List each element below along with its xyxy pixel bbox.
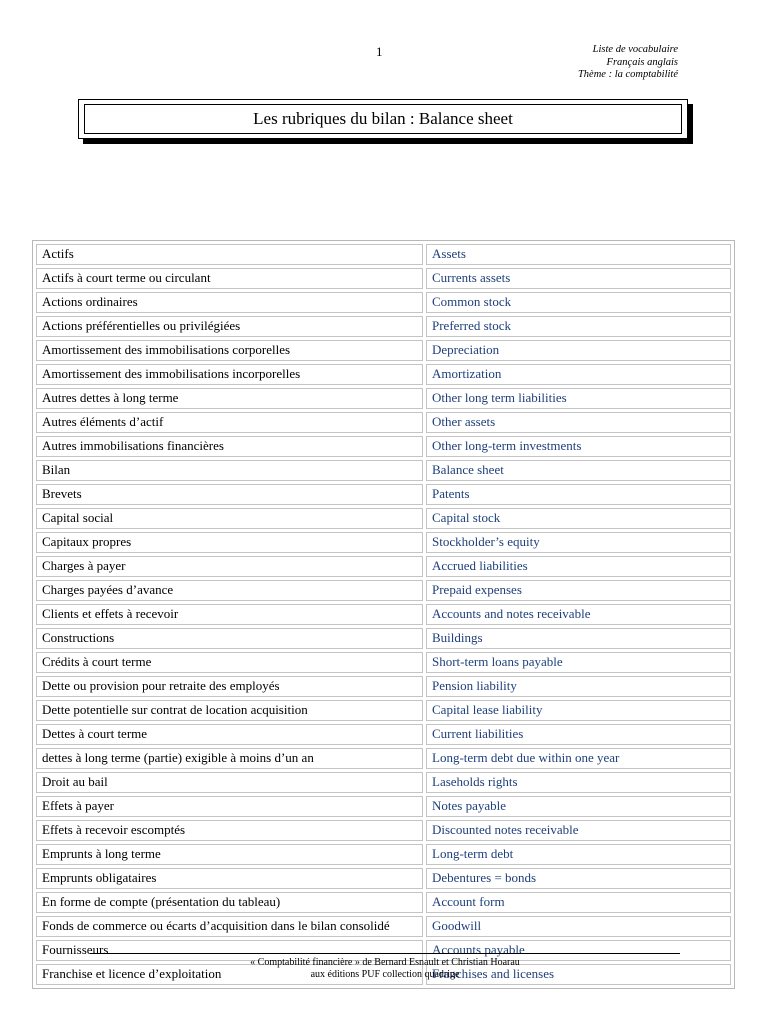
footer	[90, 957, 680, 981]
english-term: Common stock	[426, 292, 731, 313]
table-row	[36, 532, 731, 553]
french-term: Actifs	[36, 244, 423, 265]
english-term: Currents assets	[426, 268, 731, 289]
english-term: Franchises and licenses	[426, 964, 731, 985]
table-row	[36, 700, 731, 721]
french-term: Autres immobilisations financières	[36, 436, 423, 457]
header-line: Thème : la comptabilité	[577, 69, 678, 80]
table-row	[36, 652, 731, 673]
document-header	[578, 44, 678, 82]
table-row	[36, 388, 731, 409]
english-term: Pension liability	[426, 676, 731, 697]
english-term: Accrued liabilities	[426, 556, 731, 577]
table-row	[36, 892, 731, 913]
french-term: En forme de compte (présentation du tableau)	[36, 892, 423, 913]
english-term: Goodwill	[426, 916, 731, 937]
table-row	[36, 676, 731, 697]
english-term: Assets	[426, 244, 731, 265]
english-term: Accounts and notes receivable	[426, 604, 731, 625]
english-term: Other long-term investments	[426, 436, 731, 457]
french-term: Droit au bail	[36, 772, 423, 793]
page-number: 1	[376, 44, 383, 59]
english-term: Discounted notes receivable	[426, 820, 731, 841]
table-row	[36, 244, 731, 265]
french-term: Actions préférentielles ou privilégiées	[36, 316, 423, 337]
vocabulary-table-body	[36, 244, 731, 985]
french-term: Effets à payer	[36, 796, 423, 817]
french-term: Constructions	[36, 628, 423, 649]
french-term: Bilan	[36, 460, 423, 481]
title-box	[78, 99, 688, 139]
table-row	[36, 436, 731, 457]
table-row	[36, 292, 731, 313]
french-term: Amortissement des immobilisations incorporelles	[36, 364, 423, 385]
french-term: Dette ou provision pour retraite des employés	[36, 676, 423, 697]
english-term: Other assets	[426, 412, 731, 433]
table-row	[36, 820, 731, 841]
english-term: Account form	[426, 892, 731, 913]
english-term: Short-term loans payable	[426, 652, 731, 673]
french-term: Actions ordinaires	[36, 292, 423, 313]
table-row	[36, 796, 731, 817]
english-term: Stockholder’s equity	[426, 532, 731, 553]
french-term: Autres dettes à long terme	[36, 388, 423, 409]
table-row	[36, 268, 731, 289]
table-row	[36, 484, 731, 505]
table-row	[36, 772, 731, 793]
header-line: Français anglais	[606, 56, 678, 68]
english-term: Depreciation	[426, 340, 731, 361]
footer-line-1: « Comptabilité financière » de Bernard Esnault et Christian Hoarau	[250, 957, 520, 968]
table-row	[36, 316, 731, 337]
table-row	[36, 748, 731, 769]
table-row	[36, 628, 731, 649]
english-term: Laseholds rights	[426, 772, 731, 793]
english-term: Current liabilities	[426, 724, 731, 745]
english-term: Prepaid expenses	[426, 580, 731, 601]
french-term: dettes à long terme (partie) exigible à moins d’un an	[36, 748, 423, 769]
table-row	[36, 868, 731, 889]
table-row	[36, 460, 731, 481]
table-row	[36, 844, 731, 865]
french-term: Dette potentielle sur contrat de location acquisition	[36, 700, 423, 721]
french-term: Clients et effets à recevoir	[36, 604, 423, 625]
english-term: Patents	[426, 484, 731, 505]
vocabulary-table	[32, 240, 735, 989]
english-term: Buildings	[426, 628, 731, 649]
english-term: Capital lease liability	[426, 700, 731, 721]
english-term: Long-term debt due within one year	[426, 748, 731, 769]
french-term: Capital social	[36, 508, 423, 529]
french-term: Dettes à court terme	[36, 724, 423, 745]
footer-line-2: aux éditions PUF collection quadrige	[310, 969, 460, 980]
english-term: Long-term debt	[426, 844, 731, 865]
french-term: Charges à payer	[36, 556, 423, 577]
french-term: Capitaux propres	[36, 532, 423, 553]
english-term: Amortization	[426, 364, 731, 385]
table-row	[36, 508, 731, 529]
english-term: Balance sheet	[426, 460, 731, 481]
table-row	[36, 364, 731, 385]
table-row	[36, 580, 731, 601]
french-term: Brevets	[36, 484, 423, 505]
page-title: Les rubriques du bilan : Balance sheet	[84, 104, 682, 134]
french-term: Effets à recevoir escomptés	[36, 820, 423, 841]
french-term: Fonds de commerce ou écarts d’acquisition dans le bilan consolidé	[36, 916, 423, 937]
french-term: Crédits à court terme	[36, 652, 423, 673]
footer-divider	[90, 953, 680, 954]
english-term: Accounts payable	[426, 940, 731, 961]
english-term: Capital stock	[426, 508, 731, 529]
table-row	[36, 916, 731, 937]
french-term: Amortissement des immobilisations corporelles	[36, 340, 423, 361]
table-row	[36, 724, 731, 745]
table-row	[36, 340, 731, 361]
french-term: Franchise et licence d’exploitation	[36, 964, 423, 985]
table-row	[36, 412, 731, 433]
french-term: Emprunts obligataires	[36, 868, 423, 889]
header-line: Liste de vocabulaire	[592, 44, 678, 55]
english-term: Debentures = bonds	[426, 868, 731, 889]
table-row	[36, 604, 731, 625]
french-term: Actifs à court terme ou circulant	[36, 268, 423, 289]
french-term: Fournisseurs	[36, 940, 423, 961]
english-term: Notes payable	[426, 796, 731, 817]
french-term: Autres éléments d’actif	[36, 412, 423, 433]
french-term: Emprunts à long terme	[36, 844, 423, 865]
english-term: Other long term liabilities	[426, 388, 731, 409]
english-term: Preferred stock	[426, 316, 731, 337]
table-row	[36, 556, 731, 577]
french-term: Charges payées d’avance	[36, 580, 423, 601]
